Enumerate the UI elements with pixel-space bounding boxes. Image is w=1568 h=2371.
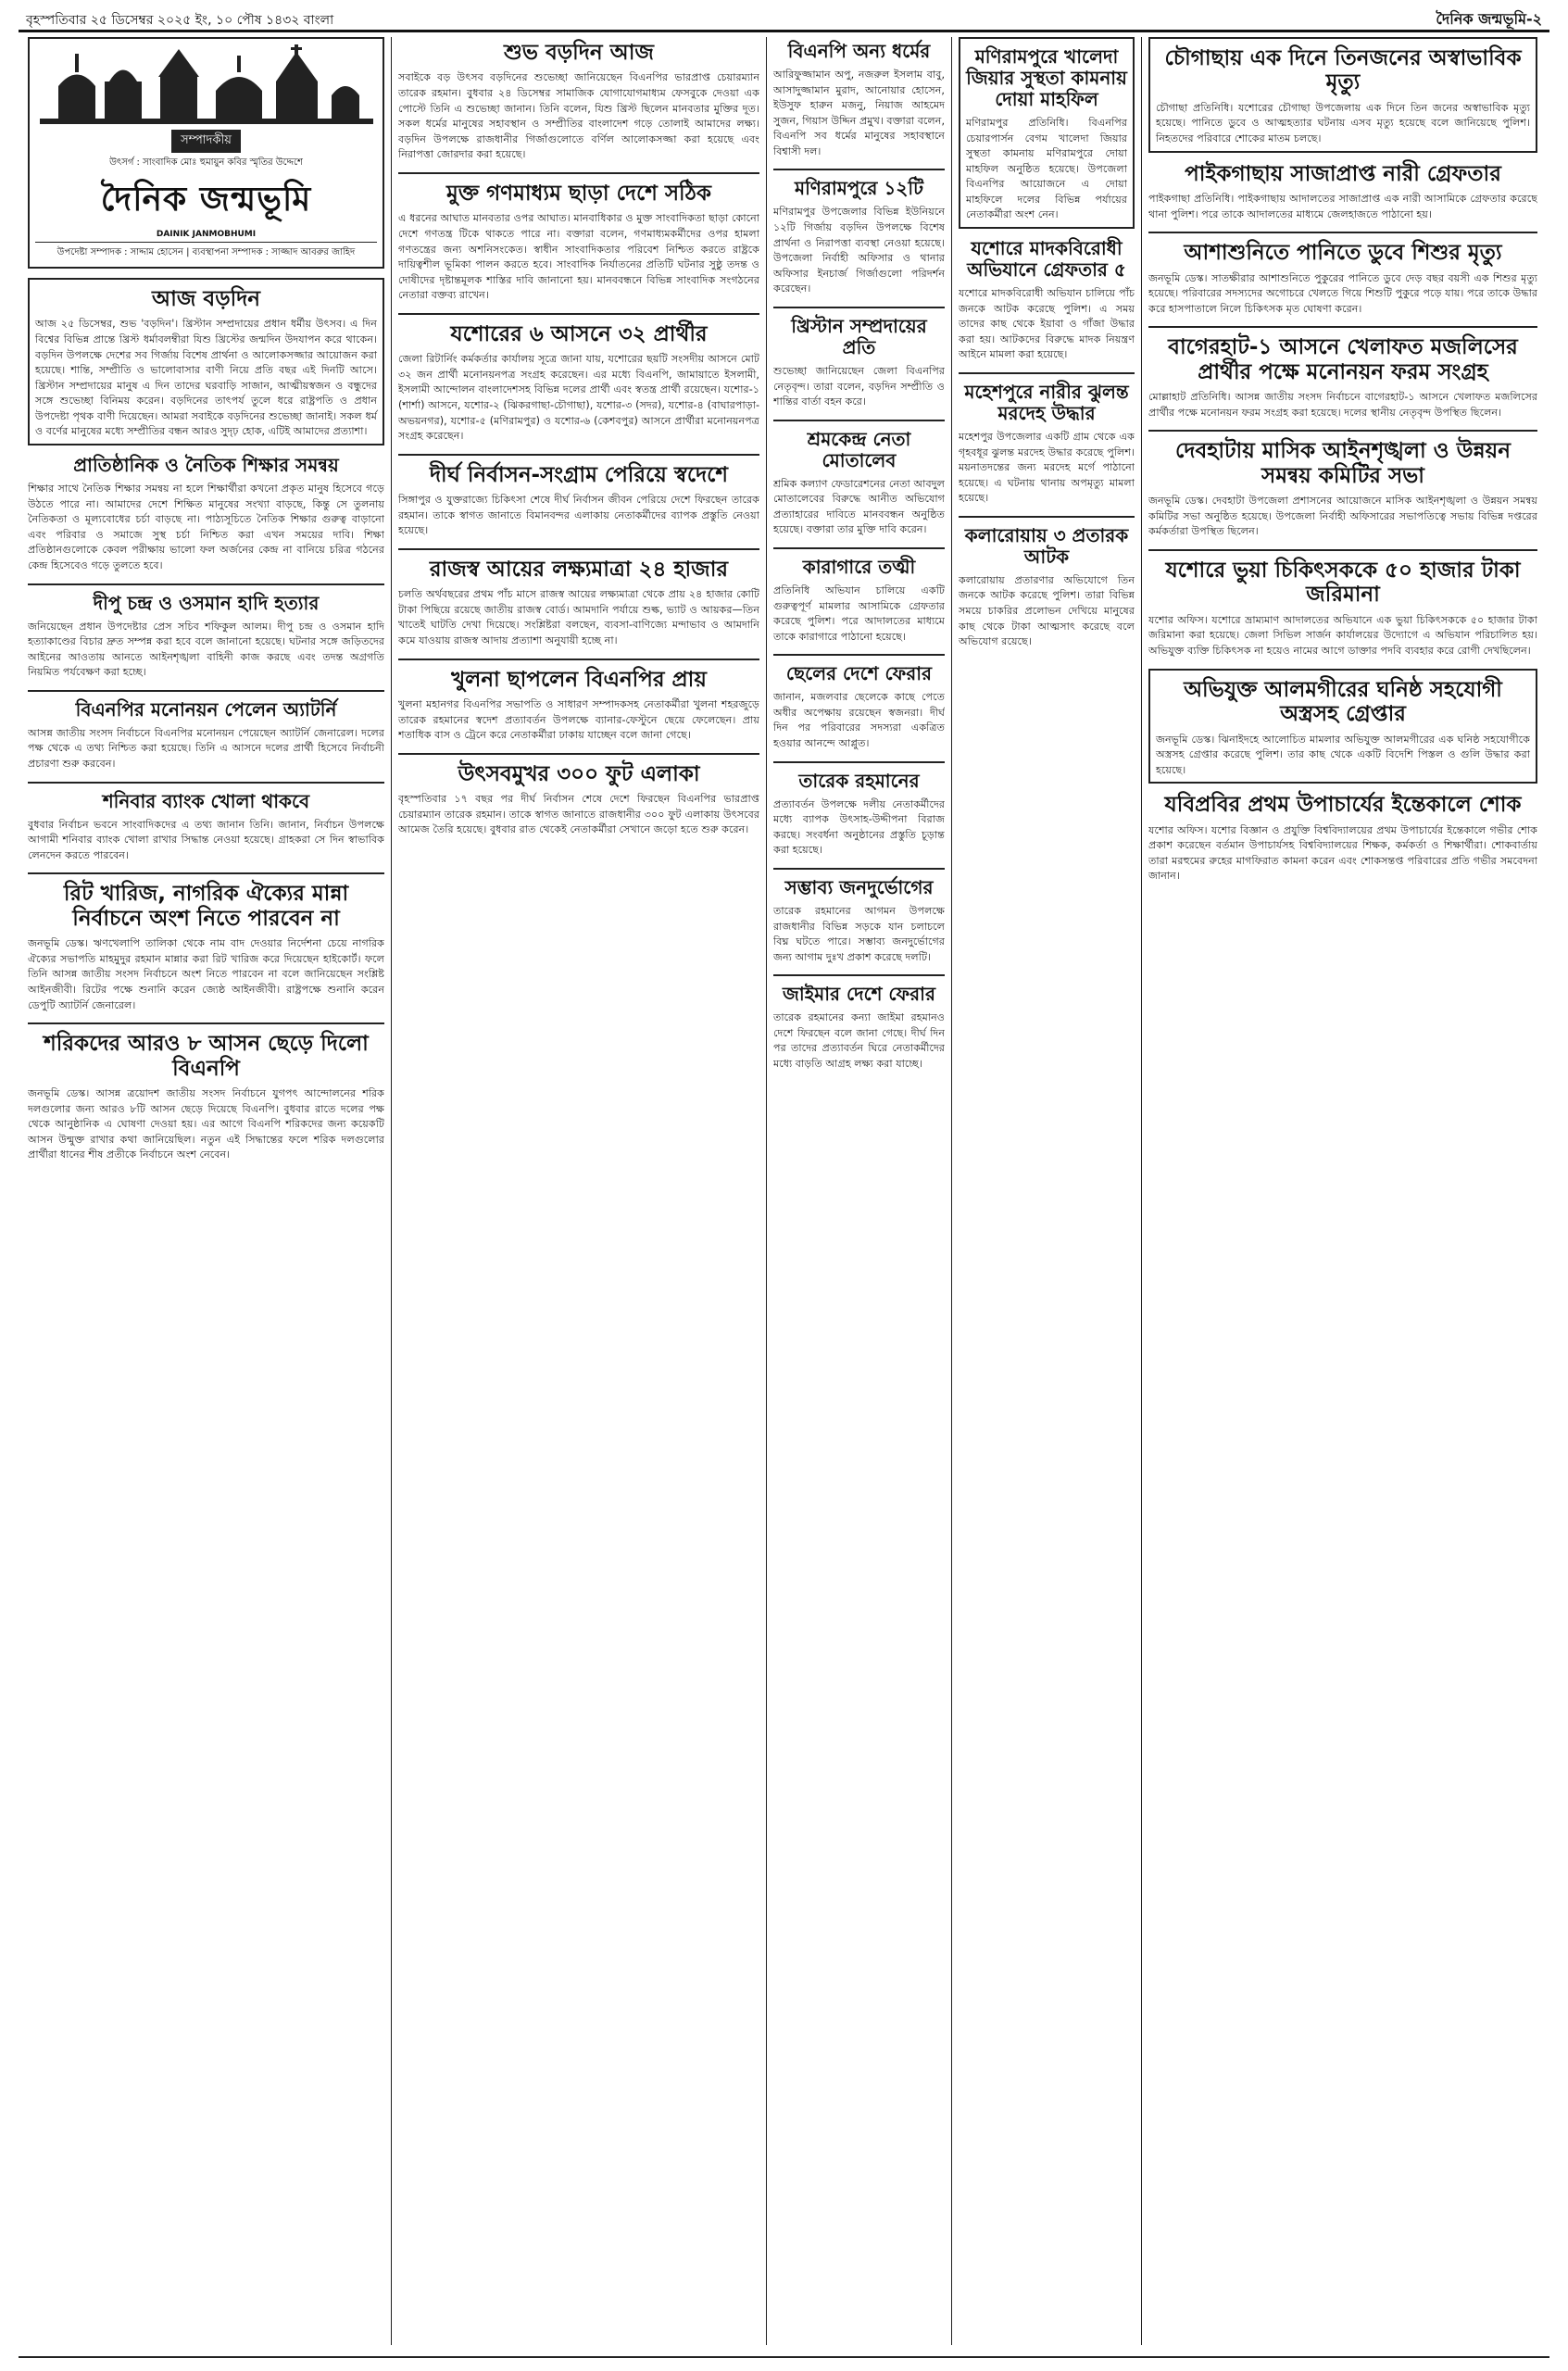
divider <box>398 659 759 660</box>
article-body: সবাইকে বড় উৎসব বড়দিনের শুভেচ্ছা জানিয়েছেন বিএনপির ভারপ্রাপ্ত চেয়ারম্যান তারেক রহমান। বুধবার ২৪ ডিসেম্বর সামাজিক যোগাযোগমাধ্যম ফেসবুকে দেওয়া এক পোস্টে তিনি এ শুভেচ্ছা জানান। তিনি বলেন, যিশু খ্রিস্ট ছিলেন মানবতার মুক্তির দূত। সকল ধর্মের মানুষের সহাবস্থান ও সম্প্রীতির বাংলাদেশ গড়ে তোলাই আমাদের লক্ষ্য। বড়দিন উপলক্ষে রাজধানীর গির্জাগুলোতে বর্ণিল আলোকসজ্জা করা হয়েছে এবং নিরাপত্তা জোরদার করা হয়েছে। <box>398 71 759 161</box>
article-utsob <box>398 762 759 838</box>
article-body: জনভূমি ডেস্ক। দেবহাটা উপজেলা প্রশাসনের আয়োজনে মাসিক আইনশৃঙ্খলা ও উন্নয়ন সমন্বয় কমিটির সভা অনুষ্ঠিত হয়েছে। উপজেলা নির্বাহী অফিসারের সভাপতিত্বে সভায় বিভিন্ন দপ্তরের কর্মকর্তারা উপস্থিত ছিলেন। <box>1148 495 1537 538</box>
article-paikgachha <box>1148 162 1537 223</box>
divider <box>959 516 1135 518</box>
editorial-credits: উপদেষ্টা সম্পাদক : সাদ্দাম হোসেন | ব্যবস্থাপনা সম্পাদক : সাজ্জাদ আবরুর জাহিদ <box>35 242 377 261</box>
headline: মুক্ত গণমাধ্যম ছাড়া দেশে সঠিক <box>445 181 711 206</box>
headline: ছেলের দেশে ফেরার <box>785 662 933 685</box>
article-body: জেলা রিটার্নিং কর্মকর্তার কার্যালয় সূত্রে জানা যায়, যশোরের ছয়টি সংসদীয় আসনে মোট ৩২ জন প্রার্থী মনোনয়নপত্র সংগ্রহ করেছেন। এর মধ্যে বিএনপি, জামায়াতে ইসলামী, ইসলামী আন্দোলন বাংলাদেশসহ বিভিন্ন দলের প্রার্থী এবং স্বতন্ত্র প্রার্থী রয়েছেন। যশোর-১ (শার্শা) আসনে, যশোর-২ (ঝিকরগাছা-চৌগাছা), যশোর-৩ (সদর), যশোর-৪ (বাঘারপাড়া-অভয়নগর), যশোর-৫ (মণিরামপুর) ও যশোর-৬ (কেশবপুর) আসনে প্রার্থীরা মনোনয়নপত্র সংগ্রহ করেছেন। <box>398 353 759 443</box>
article-shromik <box>773 429 945 538</box>
headline: উৎসবমুখর ৩০০ ফুট এলাকা <box>458 761 700 786</box>
article-body: শিক্ষার সাথে নৈতিক শিক্ষার সমন্বয় না হলে শিক্ষার্থীরা কখনো প্রকৃত মানুষ হিসেবে গড়ে উঠতে পারে না। আমাদের দেশে শিক্ষিত মানুষের সংখ্যা বাড়ছে, কিন্তু সে তুলনায় নৈতিকতা ও মূল্যবোধের চর্চা বাড়ছে না। পাঠ্যসূচিতে নৈতিক শিক্ষার গুরুত্ব বাড়ানো এবং পরিবার ও সমাজে সুস্থ চর্চা নিশ্চিত করা এখন সময়ের দাবি। শিক্ষা প্রতিষ্ঠানগুলোকে কেবল পরীক্ষায় ভালো ফল অর্জনের কেন্দ্র না বানিয়ে চরিত্র গঠনের কেন্দ্র হিসেবেও গড়ে তুলতে হবে। <box>28 483 384 571</box>
headline: দেবহাটায় মাসিক আইনশৃঙ্খলা ও উন্নয়ন সমন্বয় কমিটির সভা <box>1175 439 1511 488</box>
newspaper-title-latin: DAINIK JANMOBHUMI <box>156 230 257 239</box>
headline: মণিরামপুরে ১২টি <box>794 177 923 200</box>
article-kolara <box>959 525 1135 650</box>
headline: দীর্ঘ নির্বাসন-সংগ্রাম পেরিয়ে স্বদেশে <box>429 462 729 487</box>
article-body: খুলনা মহানগর বিএনপির সভাপতি ও সাধারণ সম্পাদকসহ নেতাকর্মীরা খুলনা শহরজুড়ে তারেক রহমানের স্বদেশ প্রত্যাবর্তন উপলক্ষে ব্যানার-ফেস্টুনে ছেয়ে ফেলেছেন। প্রায় শতাধিক বাস ও ট্রেনে করে নেতাকর্মীরা ঢাকায় যাচ্ছেন বলে জানা গেছে। <box>398 698 759 742</box>
footer-rule <box>19 2356 1549 2358</box>
headline: মণিরামপুরে খালেদা জিয়ার সুস্থতা কামনায় দোয়া মাহফিল <box>966 45 1127 110</box>
article-body: পাইকগাছা প্রতিনিধি। পাইকগাছায় আদালতের সাজাপ্রাপ্ত এক নারী আসামিকে গ্রেফতার করেছে থানা পুলিশ। পরে তাকে আদালতের মাধ্যমে জেলহাজতে পাঠানো হয়। <box>1148 193 1537 220</box>
article-body: শুভেচ্ছা জানিয়েছেন জেলা বিএনপির নেতৃবৃন্দ। তারা বলেন, বড়দিন সম্প্রীতি ও শান্তির বার্তা বহন করে। <box>773 364 945 408</box>
headline: বাগেরহাট-১ আসনে খেলাফত মজলিসের প্রার্থীর পক্ষে মনোনয়ন ফরম সংগ্রহ <box>1168 335 1518 384</box>
article-body: জানান, মজলবার ছেলেকে কাছে পেতে অধীর অপেক্ষায় রয়েছেন স্বজনরা। দীর্ঘ দিন পর পরিবারের সদস্যরা একত্রিত হওয়ার আনন্দে আপ্লুত। <box>773 691 945 750</box>
headline: আজ বড়দিন <box>151 287 261 311</box>
headline: যশোরের ৬ আসনে ৩২ প্রার্থীর <box>450 321 708 346</box>
headline: রাজস্ব আয়ের লক্ষ্যমাত্রা ২৪ হাজার <box>429 557 729 582</box>
column-1 <box>28 37 384 2345</box>
divider <box>773 169 945 170</box>
article-shorik <box>28 1032 384 1163</box>
headline: প্রাতিষ্ঠানিক ও নৈতিক শিক্ষার সমন্বয় <box>73 454 339 477</box>
article-debhata <box>1148 439 1537 540</box>
headline: শনিবার ব্যাংক খোলা থাকবে <box>102 789 310 812</box>
article-alamgir <box>1148 669 1537 784</box>
divider <box>28 872 384 874</box>
article-body: জনভূমি ডেস্ক। ঝিনাইদহে আলোচিত মামলার অভিযুক্ত আলমগীরের এক ঘনিষ্ঠ সহযোগীকে অস্ত্রসহ গ্রেপ্তার করেছে পুলিশ। তার কাছ থেকে একটি বিদেশি পিস্তল ও গুলি উদ্ধার করা হয়েছে। <box>1156 733 1530 776</box>
divider <box>1148 326 1537 328</box>
editorial-tagline: উৎসর্গ : সাংবাদিক মোঃ হুমায়ুন কবির স্মৃতির উদ্দেশে <box>109 157 303 168</box>
divider <box>28 782 384 784</box>
divider <box>398 548 759 550</box>
column-2 <box>398 37 759 2345</box>
divider <box>1148 549 1537 551</box>
article-karagar <box>773 557 945 645</box>
article-bagerhat <box>1148 335 1537 420</box>
headline: বিএনপি অন্য ধর্মের <box>787 40 931 62</box>
editorial-masthead <box>28 37 384 269</box>
article-body: এ ধরনের আঘাত মানবতার ওপর আঘাত। মানবাধিকার ও মুক্ত সাংবাদিকতা ছাড়া কোনো দেশে গণতন্ত্র টিকে থাকতে পারে না। বক্তারা বলেন, গণমাধ্যমকর্মীদের ওপর হামলা গণতন্ত্রের জন্য অশনিসংকেত। স্বাধীন সাংবাদিকতার পরিবেশ নিশ্চিত করতে রাষ্ট্রকে দায়িত্বশীল ভূমিকা পালন করতে হবে। সাংবাদিক নির্যাতনের প্রতিটি ঘটনার সুষ্ঠু তদন্ত ও দোষীদের দৃষ্টান্তমূলক শাস্তির দাবি জানানো হয়। মানববন্ধনে বিভিন্ন সাংবাদিক সংগঠনের নেতারা বক্তব্য রাখেন। <box>398 212 759 302</box>
headline: যশোরে মাদকবিরোধী অভিযানে গ্রেফতার ৫ <box>967 237 1126 282</box>
article-jashore6 <box>398 322 759 445</box>
article-khristan <box>773 316 945 410</box>
headline: দীপু চন্দ্র ও ওসমান হাদি হত্যার <box>93 591 320 614</box>
divider <box>1148 430 1537 432</box>
divider <box>773 307 945 308</box>
headline: শুভ বড়দিন আজ <box>504 41 654 65</box>
divider <box>398 753 759 755</box>
headline: মহেশপুরে নারীর ঝুলন্ত মরদেহ উদ্ধার <box>964 380 1129 424</box>
divider <box>28 583 384 585</box>
divider <box>773 420 945 421</box>
article-atarni <box>28 699 384 772</box>
newspaper-title: দৈনিক জন্মভূমি <box>100 180 312 219</box>
article-body: শ্রমিক কল্যাণ ফেডারেশনের নেতা আবদুল মোতালেবের বিরুদ্ধে আনীত অভিযোগ প্রত্যাহারের দাবিতে মানববন্ধন অনুষ্ঠিত হয়েছে। বক্তারা তার মুক্তি দাবি করেন। <box>773 477 945 536</box>
article-mohespur <box>959 382 1135 507</box>
article-body: আজ ২৫ ডিসেম্বর, শুভ 'বড়দিন'। খ্রিস্টান সম্প্রদায়ের প্রধান ধর্মীয় উৎসব। এ দিন বিশ্বের বিভিন্ন প্রান্তে খ্রিস্ট ধর্মাবলম্বীরা যিশু খ্রিস্টের জন্মদিন উদযাপন করে থাকেন। বড়দিন উপলক্ষে দেশের সব গির্জায় বিশেষ প্রার্থনা ও আলোকসজ্জার আয়োজন করা হয়েছে। শান্তি, সম্প্রীতি ও ভালোবাসার বাণী নিয়ে প্রতি বছর এই দিনটি আসে। খ্রিস্টান সম্প্রদায়ের মানুষ এ দিন তাদের ঘরবাড়ি সাজান, আত্মীয়স্বজন ও বন্ধুদের সঙ্গে শুভেচ্ছা বিনিময় করেন। বড়দিনের তাৎপর্য তুলে ধরে রাষ্ট্রপতি ও প্রধান উপদেষ্টা পৃথক বাণী দিয়েছেন। আমরা সবাইকে বড়দিনের শুভেচ্ছা জানাই। সকল ধর্ম ও বর্ণের মানুষের মধ্যে সম্প্রীতির বন্ধন আরও সুদৃঢ় হোক, এটিই আমাদের প্রত্যাশা। <box>35 318 377 438</box>
article-body: তারেক রহমানের কন্যা জাইমা রহমানও দেশে ফিরছেন বলে জানা গেছে। দীর্ঘ দিন পর তাদের প্রত্যাবর্তন ঘিরে নেতাকর্মীদের মধ্যে বাড়তি আগ্রহ লক্ষ্য করা যাচ্ছে। <box>773 1011 945 1070</box>
headline: জাইমার দেশে ফেরার <box>783 983 935 1006</box>
article-sombhabbo <box>773 877 945 965</box>
article-rajossho <box>398 558 759 649</box>
article-onno-dhormer <box>773 41 945 159</box>
article-khulna <box>398 668 759 744</box>
headline: রিট খারিজ, নাগরিক ঐক্যের মান্না নির্বাচনে অংশ নিতে পারবেন না <box>63 882 349 931</box>
article-madok <box>959 238 1135 363</box>
article-chougacha <box>1148 37 1537 153</box>
headline: খুলনা ছাপলেন বিএনপির প্রায় <box>451 667 707 692</box>
headline: চৌগাছায় এক দিনে তিনজনের অস্বাভাবিক মৃত্যু <box>1164 46 1522 95</box>
article-ashashuni <box>1148 241 1537 317</box>
divider <box>28 1022 384 1024</box>
column-5 <box>1148 37 1537 2345</box>
article-body: যশোর অফিস। যশোরে ভ্রাম্যমাণ আদালতের অভিযানে এক ভুয়া চিকিৎসককে ৫০ হাজার টাকা জরিমানা করা হয়েছে। জেলা সিভিল সার্জন কার্যালয়ের উদ্যোগে এ অভিযান পরিচালিত হয়। অভিযুক্ত ব্যক্তি চিকিৎসক না হয়েও নামের আগে ডাক্তার পদবি ব্যবহার করে রোগী দেখছিলেন। <box>1148 613 1537 658</box>
article-vhuya <box>1148 558 1537 659</box>
article-jaimar <box>773 984 945 1072</box>
divider <box>398 172 759 174</box>
divider <box>959 372 1135 374</box>
article-khaleda <box>959 37 1135 229</box>
article-body: বুধবার নির্বাচন ভবনে সাংবাদিকদের এ তথ্য জানান তিনি। জানান, নির্বাচন উপলক্ষে আগামী শনিবার ব্যাংক খোলা রাখার সিদ্ধান্ত নেওয়া হয়েছে। গ্রাহকরা সে দিন স্বাভাবিক লেনদেন করতে পারবেন। <box>28 818 384 861</box>
headline: কলারোয়ায় ৩ প্রতারক আটক <box>964 523 1129 568</box>
article-body: প্রত্যাবর্তন উপলক্ষে দলীয় নেতাকর্মীদের মধ্যে ব্যাপক উৎসাহ-উদ্দীপনা বিরাজ করছে। সংবর্ধনা অনুষ্ঠানের প্রস্তুতি চূড়ান্ত করা হয়েছে। <box>773 797 945 857</box>
article-dirgho <box>398 463 759 539</box>
article-monirampur12 <box>773 178 945 296</box>
article-shikkha <box>28 455 384 573</box>
column-rule <box>766 37 767 2345</box>
divider <box>398 454 759 456</box>
column-rule <box>391 37 392 2345</box>
article-body: যশোরে মাদকবিরোধী অভিযান চালিয়ে পাঁচ জনকে আটক করেছে পুলিশ। এ সময় তাদের কাছ থেকে ইয়াবা ও গাঁজা উদ্ধার করা হয়। আটকদের বিরুদ্ধে মাদক নিয়ন্ত্রণ আইনে মামলা করা হয়েছে। <box>959 287 1135 361</box>
article-shubho <box>398 41 759 163</box>
divider <box>773 654 945 656</box>
article-body: আরিফুজ্জামান অপু, নজরুল ইসলাম বাবু, আসাদুজ্জামান মুরাদ, আনোয়ার হোসেন, ইউসুফ হারুন মজনু, নিয়াজ আহমেদ সুজন, গিয়াস উদ্দিন প্রমুখ। বক্তারা বলেন, বিএনপি সব ধর্মের মানুষের সহাবস্থানে বিশ্বাসী দল। <box>773 69 945 157</box>
headline: শ্রমকেন্দ্র নেতা মোতালেব <box>807 427 911 471</box>
article-body: বৃহস্পতিবার ১৭ বছর পর দীর্ঘ নির্বাসন শেষে দেশে ফিরছেন বিএনপির ভারপ্রাপ্ত চেয়ারম্যান তারেক রহমান। তাকে স্বাগত জানাতে রাজধানীর ৩০০ ফুট এলাকায় উৎসবের আমেজ তৈরি হয়েছে। বুধবার রাত থেকেই নেতাকর্মীরা সেখানে জড়ো হতে শুরু করেন। <box>398 793 759 836</box>
divider <box>1148 232 1537 233</box>
article-aj-borodin <box>28 278 384 445</box>
article-tarek <box>773 771 945 859</box>
mosque-temple-church-illustration <box>40 44 373 124</box>
headline: আশাশুনিতে পানিতে ডুবে শিশুর মৃত্যু <box>1184 241 1502 266</box>
divider <box>773 974 945 976</box>
article-body: জনভূমি ডেস্ক। সাতক্ষীরার আশাশুনিতে পুকুরের পানিতে ডুবে দেড় বছর বয়সী এক শিশুর মৃত্যু হয়েছে। পরিবারের সদস্যদের অগোচরে খেলতে গিয়ে শিশুটি পুকুরে পড়ে যায়। পরে তাকে উদ্ধার করে হাসপাতালে নিলে চিকিৎসক মৃত ঘোষণা করেন। <box>1148 271 1537 315</box>
divider <box>773 868 945 870</box>
divider <box>398 313 759 315</box>
article-body: সিঙ্গাপুর ও যুক্তরাজ্যে চিকিৎসা শেষে দীর্ঘ নির্বাসন জীবন পেরিয়ে দেশে ফিরছেন তারেক রহমান। তাকে স্বাগত জানাতে বিমানবন্দর এলাকায় নেতাকর্মীদের ব্যাপক প্রস্তুতি নেওয়া হয়েছে। <box>398 494 759 537</box>
headline: শরিকদের আরও ৮ আসন ছেড়ে দিলো বিএনপি <box>44 1032 369 1081</box>
date-line: বৃহস্পতিবার ২৫ ডিসেম্বর ২০২৫ ইং, ১০ পৌষ ১৪৩২ বাংলা <box>26 13 334 28</box>
headline: সম্ভাব্য জনদুর্ভোগের <box>784 875 934 898</box>
article-body: চৌগাছা প্রতিনিধি। যশোরের চৌগাছা উপজেলায় এক দিনে তিন জনের অস্বাভাবিক মৃত্যু হয়েছে। পানিতে ডুবে ও আত্মহত্যার ঘটনায় এসব মৃত্যু হয়েছে বলে জানিয়েছে পুলিশ। নিহতদের পরিবারে শোকের মাতম চলছে। <box>1156 101 1530 145</box>
column-4 <box>959 37 1135 2345</box>
article-dipu <box>28 593 384 681</box>
divider <box>773 547 945 549</box>
article-body: মহেশপুর উপজেলার একটি গ্রাম থেকে এক গৃহবধূর ঝুলন্ত মরদেহ উদ্ধার করেছে পুলিশ। ময়নাতদন্তের জন্য মরদেহ মর্গে পাঠানো হয়েছে। এ ঘটনায় থানায় অপমৃত্যু মামলা হয়েছে। <box>959 430 1135 505</box>
headline: কারাগারে তত্মী <box>802 555 916 578</box>
headline: তারেক রহমানের <box>798 769 920 792</box>
headline: যশোরে ভুয়া চিকিৎসককে ৫০ হাজার টাকা জরিমানা <box>1165 558 1521 608</box>
article-body: চলতি অর্থবছরের প্রথম পাঁচ মাসে রাজস্ব আয়ের লক্ষ্যমাত্রা থেকে প্রায় ২৪ হাজার কোটি টাকা পিছিয়ে রয়েছে জাতীয় রাজস্ব বোর্ড। আমদানি পর্যায়ে শুল্ক, ভ্যাট ও আয়কর—তিন খাতেই ঘাটতি দেখা দিয়েছে। সংশ্লিষ্টরা বলছেন, ব্যবসা-বাণিজ্যে মন্দাভাব ও আমদানি কমে যাওয়ায় রাজস্ব আদায় প্রত্যাশা অনুযায়ী হচ্ছে না। <box>398 588 759 647</box>
editorial-label: সম্পাদকীয় <box>171 130 241 153</box>
headline: পাইকগাছায় সাজাপ্রাপ্ত নারী গ্রেফতার <box>1185 161 1501 186</box>
article-body: তারেক রহমানের আগমন উপলক্ষে রাজধানীর বিভিন্ন সড়কে যান চলাচলে বিঘ্ন ঘটতে পারে। সম্ভাব্য জনদুর্ভোগের জন্য আগাম দুঃখ প্রকাশ করেছে দলটি। <box>773 904 945 963</box>
article-bank <box>28 791 384 864</box>
article-gonomaddhom <box>398 182 759 304</box>
article-body: আসন্ন জাতীয় সংসদ নির্বাচনে বিএনপির মনোনয়ন পেয়েছেন অ্যাটর্নি জেনারেল। দলের পক্ষ থেকে এ তথ্য নিশ্চিত করা হয়েছে। তিনি এ আসনে দলের প্রার্থী হিসেবে নির্বাচনী প্রচারণা শুরু করবেন। <box>28 726 384 770</box>
headline: অভিযুক্ত আলমগীরের ঘনিষ্ঠ সহযোগী অস্ত্রসহ গ্রেপ্তার <box>1184 677 1502 727</box>
article-jobipro <box>1148 793 1537 884</box>
article-body: জনিয়েছেন প্রধান উপদেষ্টার প্রেস সচিব শফিকুল আলম। দীপু চন্দ্র ও ওসমান হাদি হত্যাকাণ্ডের বিচার দ্রুত সম্পন্ন করা হবে বলে জানানো হয়েছে। ঘটনার সঙ্গে জড়িতদের আইনের আওতায় আনতে আইনশৃঙ্খলা বাহিনী কাজ করছে এবং তদন্ত অগ্রগতি নিয়মিত পর্যবেক্ষণ করা হচ্ছে। <box>28 620 384 679</box>
column-3 <box>773 37 945 2345</box>
divider <box>28 690 384 692</box>
paper-page-label: দৈনিক জন্মভূমি-২ <box>1436 10 1542 28</box>
article-body: মোল্লাহাট প্রতিনিধি। আসন্ন জাতীয় সংসদ নির্বাচনে বাগেরহাট-১ আসনে খেলাফত মজলিসের প্রার্থীর পক্ষে মনোনয়ন ফরম সংগ্রহ করা হয়েছে। দলের স্থানীয় নেতৃবৃন্দ উপস্থিত ছিলেন। <box>1148 391 1537 419</box>
divider <box>773 761 945 763</box>
article-body: জনভূমি ডেস্ক। আসন্ন ত্রয়োদশ জাতীয় সংসদ নির্বাচনে যুগপৎ আন্দোলনের শরিক দলগুলোর জন্য আরও ৮টি আসন ছেড়ে দিয়েছে বিএনপি। বুধবার রাতে দলের পক্ষ থেকে আনুষ্ঠানিক এ ঘোষণা দেওয়া হয়। এর আগে বিএনপি শরিকদের জন্য কয়েকটি আসন উন্মুক্ত রাখার কথা জানিয়েছিল। নতুন এই সিদ্ধান্তের ফলে শরিক দলগুলোর প্রার্থীরা ধানের শীষ প্রতীকে নির্বাচনে অংশ নেবেন। <box>28 1086 384 1161</box>
article-body: প্রতিনিধি অভিযান চালিয়ে একটি গুরুত্বপূর্ণ মামলার আসামিকে গ্রেফতার করেছে পুলিশ। পরে আদালতের মাধ্যমে তাকে কারাগারে পাঠানো হয়েছে। <box>773 583 945 643</box>
headline: বিএনপির মনোনয়ন পেলেন অ্যাটর্নি <box>75 697 337 721</box>
article-body: যশোর অফিস। যশোর বিজ্ঞান ও প্রযুক্তি বিশ্ববিদ্যালয়ের প্রথম উপাচার্যের ইন্তেকালে গভীর শোক প্রকাশ করেছেন বর্তমান উপাচার্যসহ বিশ্ববিদ্যালয়ের শিক্ষক, কর্মকর্তা ও শিক্ষার্থীরা। শোকবার্তায় তারা মরহুমের রুহের মাগফিরাত কামনা করেন এবং শোকসন্তপ্ত পরিবারের প্রতি গভীর সমবেদনা জানান। <box>1148 823 1537 883</box>
article-body: জনভূমি ডেস্ক। ঋণখেলাপি তালিকা থেকে নাম বাদ দেওয়ার নির্দেশনা চেয়ে নাগরিক ঐক্যের সভাপতি মাহমুদুর রহমান মান্নার করা রিট খারিজ করে দিয়েছেন হাইকোর্ট। ফলে তিনি আসন্ন জাতীয় সংসদ নির্বাচনে অংশ নিতে পারবেন না বলে জানিয়েছেন সংশ্লিষ্ট আইনজীবী। রিটের পক্ষে শুনানি করেন জ্যেষ্ঠ আইনজীবী। রাষ্ট্রপক্ষে শুনানি করেন ডেপুটি অ্যাটর্নি জেনারেল। <box>28 937 384 1011</box>
column-rule <box>1141 37 1142 2345</box>
article-chele <box>773 663 945 751</box>
article-body: কলারোয়ায় প্রতারণার অভিযোগে তিন জনকে আটক করেছে পুলিশ। তারা বিভিন্ন সময়ে চাকরির প্রলোভন দেখিয়ে মানুষের কাছ থেকে টাকা আত্মসাৎ করেছে বলে অভিযোগ রয়েছে। <box>959 573 1135 648</box>
header-rule <box>19 30 1549 32</box>
column-rule <box>951 37 952 2345</box>
headline: খ্রিস্টান সম্প্রদায়ের প্রতি <box>791 314 927 358</box>
article-rit <box>28 882 384 1013</box>
article-body: মণিরামপুর উপজেলার বিভিন্ন ইউনিয়নে ১২টি গির্জায় বড়দিন উপলক্ষে বিশেষ প্রার্থনা ও নিরাপত্তা ব্যবস্থা নেওয়া হয়েছে। উপজেলা নির্বাহী অফিসার ও থানার অফিসার ইনচার্জ গির্জাগুলো পরিদর্শন করেছেন। <box>773 206 945 295</box>
article-body: মণিরামপুর প্রতিনিধি। বিএনপির চেয়ারপার্সন বেগম খালেদা জিয়ার সুস্থতা কামনায় মণিরামপুরে দোয়া মাহফিল অনুষ্ঠিত হয়েছে। উপজেলা বিএনপির আয়োজনে এ দোয়া মাহফিলে দলের বিভিন্ন পর্যায়ের নেতাকর্মীরা অংশ নেন। <box>966 117 1127 221</box>
headline: যবিপ্রবির প্রথম উপাচার্যের ইন্তেকালে শোক <box>1164 793 1522 818</box>
